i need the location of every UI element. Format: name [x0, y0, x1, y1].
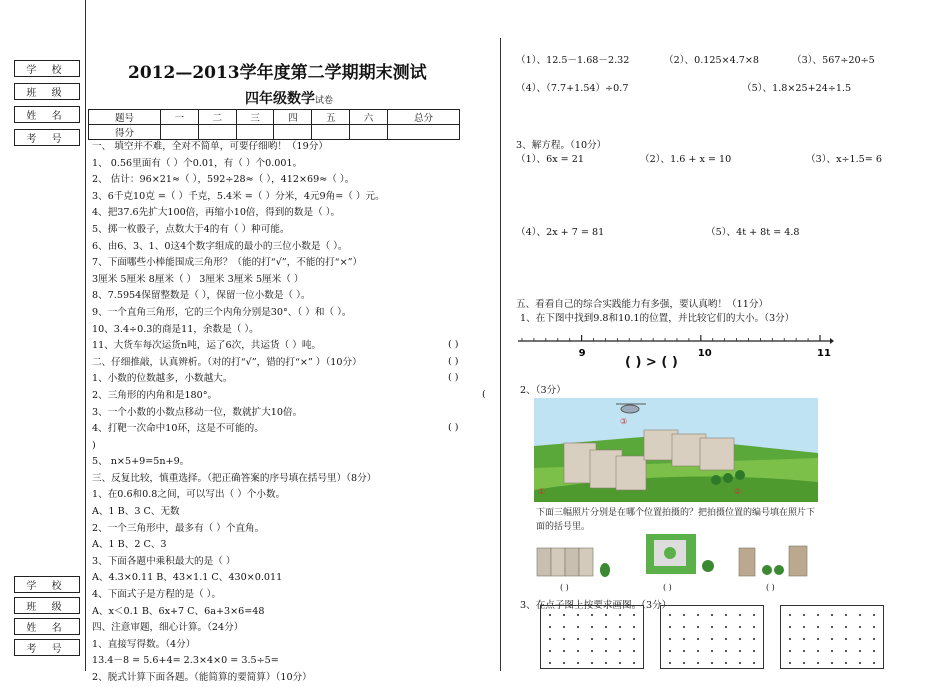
score-cell[interactable]	[161, 125, 199, 140]
grid-dot	[605, 626, 607, 628]
solve-item: （4）、2x + 7 = 81	[516, 227, 605, 238]
judge-blank[interactable]: ( )	[448, 339, 459, 350]
grid-dot	[711, 614, 713, 616]
grid-dot	[619, 662, 621, 664]
question-line: 四、注意审题，细心计算。（24分）	[92, 622, 244, 634]
dot-grid-2[interactable]	[660, 605, 764, 669]
question-line: 1、在0.6和0.8之间，可以写出（ ）个小数。	[92, 489, 286, 501]
page-subtitle	[245, 88, 333, 108]
grid-dot	[873, 650, 875, 652]
calc-item: （2）、0.125×4.7×8	[664, 55, 759, 66]
side-box[interactable]: 姓 名	[15, 619, 80, 635]
side-box[interactable]: 姓 名	[15, 107, 80, 123]
score-header-cell: 一	[161, 110, 199, 125]
photo-answer-blank[interactable]: ( )	[560, 583, 569, 592]
grid-dot	[831, 626, 833, 628]
score-table	[88, 109, 460, 140]
score-header-cell: 五	[312, 110, 350, 125]
judge-blank[interactable]: ( )	[448, 422, 459, 433]
grid-dot	[619, 626, 621, 628]
question-line: 2、三角形的内角和是180°。	[92, 389, 218, 401]
grid-dot	[577, 650, 579, 652]
question-line: A、1 B、2 C、3	[92, 539, 167, 551]
grid-dot	[873, 626, 875, 628]
grid-dot	[845, 650, 847, 652]
page-title: 2012—2013学年度第二学期期末测试	[128, 63, 427, 83]
grid-dot	[859, 650, 861, 652]
grid-dot	[549, 638, 551, 640]
left-column-questions	[92, 139, 385, 687]
question-line: 4、把37.6先扩大100倍，再缩小10倍，得到的数是（ ）。	[92, 207, 341, 219]
grid-dot	[817, 626, 819, 628]
grid-dot	[669, 650, 671, 652]
binding-line	[85, 0, 86, 671]
score-header-cell: 三	[236, 110, 274, 125]
side-box[interactable]: 班 级	[15, 84, 80, 100]
grid-dot	[831, 638, 833, 640]
question-line: 13.4－8 = 5.6+4= 2.3×4×0 = 3.5÷5=	[92, 655, 279, 667]
grid-dot	[619, 638, 621, 640]
solve-item: （3）、x÷1.5= 6	[806, 154, 882, 165]
question-line: 1、小数的位数越多，小数越大。	[92, 373, 233, 385]
question-line: A、x＜0.1 B、6x+7 C、6a+3×6=48	[92, 605, 265, 617]
grid-dot	[711, 626, 713, 628]
solve-title: 3、解方程。（10分）	[516, 140, 607, 151]
number-line-label: 11	[817, 348, 831, 359]
solve-item: （1）、6x = 21	[516, 154, 584, 165]
section5-q3: 3、在点子图上按要求画图。（3分）	[520, 600, 672, 611]
grid-dot	[549, 626, 551, 628]
question-line: 3、下面各题中乘积最大的是（ ）	[92, 555, 236, 567]
number-line-label: 10	[697, 348, 712, 359]
grid-dot	[803, 638, 805, 640]
photo-answer-blank[interactable]: ( )	[766, 583, 775, 592]
score-header-cell: 题号	[89, 110, 161, 125]
grid-dot	[845, 638, 847, 640]
grid-dot	[859, 638, 861, 640]
grid-dot	[563, 638, 565, 640]
grid-dot	[697, 614, 699, 616]
grid-dot	[739, 626, 741, 628]
grid-dot	[563, 650, 565, 652]
city-scene-illustration	[534, 398, 818, 502]
side-box[interactable]: 考 号	[15, 130, 80, 146]
grid-dot	[803, 614, 805, 616]
grid-dot	[669, 626, 671, 628]
question-line: 一、 填空并不难，全对不简单，可要仔细哟！（19分）	[92, 141, 328, 152]
grid-dot	[683, 614, 685, 616]
grid-dot	[549, 650, 551, 652]
score-header-cell: 总分	[387, 110, 459, 125]
question-line: 三、反复比较，慎重选择。（把正确答案的序号填在括号里）（8分）	[92, 472, 377, 484]
grid-dot	[739, 662, 741, 664]
grid-dot	[831, 662, 833, 664]
grid-dot	[845, 614, 847, 616]
grid-dot	[683, 650, 685, 652]
question-line: 4、打靶一次命中10环，这是不可能的。	[92, 423, 264, 435]
grid-dot	[845, 626, 847, 628]
grid-dot	[803, 662, 805, 664]
grid-dot	[591, 626, 593, 628]
score-row-label: 得分	[89, 125, 161, 140]
question-line: 1、直接写得数。（4分）	[92, 638, 196, 650]
grid-dot	[711, 662, 713, 664]
grid-dot	[577, 662, 579, 664]
grid-dot	[619, 650, 621, 652]
question-line: A、1 B、3 C、无数	[92, 506, 180, 518]
grid-dot	[591, 662, 593, 664]
section5-q2: 2、（3分）	[520, 385, 566, 396]
calc-item: （4）、（7.7+1.54）÷0.7	[516, 83, 629, 94]
grid-dot	[669, 614, 671, 616]
side-box[interactable]: 学 校	[15, 61, 80, 77]
grid-dot	[725, 614, 727, 616]
grid-dot	[873, 614, 875, 616]
grid-dot	[633, 638, 635, 640]
grid-dot	[563, 614, 565, 616]
question-line: 9、一个直角三角形，它的三个内角分别是30°、（ ）和（ ）。	[92, 306, 352, 318]
grid-dot	[789, 650, 791, 652]
center-divider	[500, 38, 501, 671]
grid-dot	[697, 638, 699, 640]
grid-dot	[683, 638, 685, 640]
grid-dot	[753, 650, 755, 652]
grid-dot	[577, 638, 579, 640]
grid-dot	[605, 650, 607, 652]
question-line: )	[92, 439, 96, 451]
calc-item: （5）、1.8×25+24÷1.5	[742, 83, 852, 94]
question-line: 8、7.5954保留整数是（ ），保留一位小数是（ ）。	[92, 290, 311, 302]
score-cell[interactable]	[198, 125, 236, 140]
grid-dot	[563, 662, 565, 664]
score-cell[interactable]	[350, 125, 388, 140]
side-box[interactable]: 班 级	[15, 598, 80, 614]
grid-dot	[591, 638, 593, 640]
dot-grid-3[interactable]	[780, 605, 884, 669]
grid-dot	[739, 650, 741, 652]
grid-dot	[873, 662, 875, 664]
question-line: 二、仔细推敲，认真辨析。（对的打“√”，错的打“×” ）（10分）	[92, 356, 362, 368]
grid-dot	[669, 638, 671, 640]
grid-dot	[873, 638, 875, 640]
photo-thumbnail-3	[737, 540, 817, 578]
grid-dot	[803, 650, 805, 652]
score-cell[interactable]	[274, 125, 312, 140]
question-line: 10、3.4÷0.3的商是11，余数是（ ）。	[92, 323, 259, 335]
grid-dot	[683, 626, 685, 628]
calc-item: （3）、567÷20÷5	[792, 55, 875, 66]
grid-dot	[859, 662, 861, 664]
grid-dot	[549, 614, 551, 616]
grid-dot	[549, 662, 551, 664]
position-mark: ②	[734, 487, 742, 496]
position-mark: ①	[538, 487, 546, 496]
grid-dot	[817, 614, 819, 616]
judge-blank[interactable]: (	[482, 389, 486, 400]
question-line: 5、 n×5+9=5n+9。	[92, 456, 190, 468]
grid-dot	[633, 662, 635, 664]
subtitle-main: 四年级数学	[245, 91, 315, 107]
grid-dot	[789, 638, 791, 640]
grid-dot	[633, 614, 635, 616]
grid-dot	[817, 638, 819, 640]
grid-dot	[753, 638, 755, 640]
grid-dot	[739, 614, 741, 616]
number-line-label: 9	[578, 348, 586, 359]
side-info-boxes-top	[14, 60, 80, 146]
score-header-cell: 六	[350, 110, 388, 125]
grid-dot	[619, 614, 621, 616]
grid-dot	[753, 662, 755, 664]
grid-dot	[725, 662, 727, 664]
question-line: 5、掷一枚骰子，点数大于4的有（ ）种可能。	[92, 223, 290, 235]
score-cell[interactable]	[312, 125, 350, 140]
grid-dot	[605, 614, 607, 616]
subtitle-small: 试卷	[315, 96, 334, 106]
grid-dot	[577, 626, 579, 628]
grid-dot	[739, 638, 741, 640]
grid-dot	[591, 614, 593, 616]
grid-dot	[725, 638, 727, 640]
question-line: 2、 估计：96×21≈（ ），592÷28≈（ ），412×69≈（ ）。	[92, 174, 355, 186]
grid-dot	[725, 626, 727, 628]
grid-dot	[789, 614, 791, 616]
grid-dot	[803, 626, 805, 628]
grid-dot	[697, 650, 699, 652]
score-header-cell: 四	[274, 110, 312, 125]
photo-caption: 下面三幅照片分别是在哪个位置拍摄的？把拍摄位置的编号填在照片下面的括号里。	[536, 508, 816, 532]
grid-dot	[831, 614, 833, 616]
question-line: A、4.3×0.11 B、43×1.1 C、430×0.011	[92, 572, 283, 584]
question-line: 3厘米 5厘米 8厘米（ ） 3厘米 3厘米 5厘米（ ）	[92, 273, 304, 285]
grid-dot	[605, 662, 607, 664]
section5-title: 五、看看自己的综合实践能力有多强，要认真哟！（11分）	[516, 299, 769, 310]
grid-dot	[605, 638, 607, 640]
grid-dot	[563, 626, 565, 628]
question-line: 2、脱式计算下面各题。（能简算的要简算）（10分）	[92, 672, 312, 683]
question-line: 2、一个三角形中，最多有（ ）个直角。	[92, 522, 265, 534]
question-line: 6、由6、3、1、0这4个数字组成的最小的三位小数是（ ）。	[92, 240, 348, 252]
side-box[interactable]: 学 校	[15, 577, 80, 593]
grid-dot	[831, 650, 833, 652]
grid-dot	[753, 614, 755, 616]
grid-dot	[711, 638, 713, 640]
grid-dot	[789, 662, 791, 664]
question-line: 3、一个小数的小数点移动一位，数就扩大10倍。	[92, 406, 303, 418]
number-line-arrow	[830, 338, 834, 344]
grid-dot	[817, 650, 819, 652]
photo-thumbnail-1	[535, 540, 615, 578]
grid-dot	[697, 626, 699, 628]
side-box[interactable]: 考 号	[15, 640, 80, 656]
dot-grid-1[interactable]	[540, 605, 644, 669]
score-cell[interactable]	[387, 125, 459, 140]
side-info-boxes-bottom	[14, 576, 80, 656]
grid-dot	[845, 662, 847, 664]
grid-dot	[725, 650, 727, 652]
compare-blanks[interactable]: ( ) > ( )	[625, 355, 678, 370]
grid-dot	[859, 614, 861, 616]
grid-dot	[633, 626, 635, 628]
question-line: 4、下面式子是方程的是（ ）。	[92, 589, 222, 601]
grid-dot	[683, 662, 685, 664]
solve-item: （2）、1.6 + x = 10	[640, 154, 732, 165]
position-mark: ③	[620, 417, 628, 426]
question-line: 3、6千克10克 =（ ）千克，5.4米 =（ ）分米，4元9角=（ ）元。	[92, 190, 385, 202]
section5-q1: 1、在下图中找到9.8和10.1的位置，并比较它们的大小。（3分）	[520, 313, 795, 324]
question-line: 11、大货车每次运货n吨，运了6次，共运货（ ）吨。	[92, 340, 322, 352]
grid-dot	[697, 662, 699, 664]
grid-dot	[633, 650, 635, 652]
calc-item: （1）、12.5－1.68－2.32	[516, 55, 630, 66]
grid-dot	[859, 626, 861, 628]
score-cell[interactable]	[236, 125, 274, 140]
solve-item: （5）、4t + 8t = 4.8	[706, 227, 800, 238]
grid-dot	[753, 626, 755, 628]
grid-dot	[577, 614, 579, 616]
photo-thumbnail-2	[636, 532, 722, 578]
judge-blank[interactable]: ( )	[448, 372, 459, 383]
photo-answer-blank[interactable]: ( )	[663, 583, 672, 592]
score-header-cell: 二	[198, 110, 236, 125]
question-line: 1、 0.56里面有（ ）个0.01，有（ ）个0.001。	[92, 157, 303, 169]
grid-dot	[817, 662, 819, 664]
grid-dot	[591, 650, 593, 652]
grid-dot	[669, 662, 671, 664]
grid-dot	[789, 626, 791, 628]
judge-blank[interactable]: ( )	[448, 356, 459, 367]
grid-dot	[711, 650, 713, 652]
question-line: 7、下面哪些小棒能围成三角形？（能的打“√”，不能的打“×”）	[92, 257, 363, 269]
